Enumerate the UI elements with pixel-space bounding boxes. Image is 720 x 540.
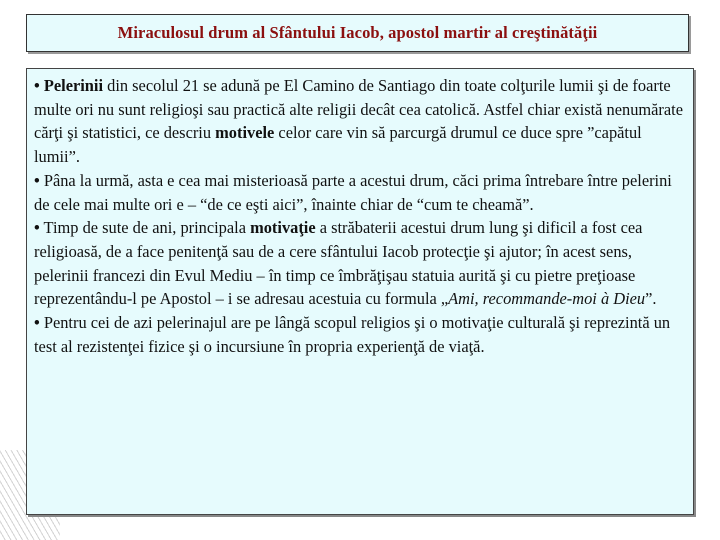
page-title: Miraculosul drum al Sfântului Iacob, apostol martir al creştinătăţii xyxy=(117,23,598,42)
bullet-icon: • xyxy=(34,76,40,95)
content-box xyxy=(26,68,694,515)
text-run: Pâna la urmă, asta e cea mai misterioasă parte a acestui drum, căci prima întrebare între pelerini de cele mai multe ori e – “de ce eşti aici”, înainte chiar de “cum te cheamă”. xyxy=(34,170,672,214)
paragraph-3 xyxy=(34,216,687,311)
text-run: celor care vin să parcurgă drumul ce duce spre ”capătul lumii”. xyxy=(34,123,642,167)
text-run: Pentru cei de azi pelerinajul are pe lângă scopul religios şi o motivaţie culturală şi reprezintă un test al rezistenţei fizice şi o incursiune în propria experienţă de viaţă. xyxy=(34,313,671,356)
paragraph-2 xyxy=(34,169,687,216)
bullet-icon: • xyxy=(34,218,40,238)
paragraph-1 xyxy=(34,74,687,169)
text-run: Pelerinii xyxy=(43,76,104,95)
text-run: Timp de sute de ani, principala xyxy=(39,218,251,238)
bullet-icon: • xyxy=(34,170,40,190)
text-run: din secolul 21 se adună pe El Camino de Santiago din toate colţurile lumii şi de foarte multe ori nu sunt religioşi sau practică alte religii decât cea catolică. Astfel chiar există nenumărate cărţi şi statistici, ce descriu xyxy=(34,76,683,143)
paragraph-4 xyxy=(34,311,687,358)
text-run: a străbaterii acestui drum lung şi dificil a fost cea religioasă, de a face penitenţă sau de a cere sfântului Iacob protecţie şi ajutor; în acest sens, pelerinii francezi din Evul Mediu – în timp ce îmbrăţişau statuia aurită şi cu pietre preţioase reprezentându-l pe Apostol – i se adresau acestuia cu formula „ xyxy=(34,218,643,309)
text-run: Ami, recommande-moi à Dieu xyxy=(448,289,646,309)
text-run: motivaţie xyxy=(250,218,316,238)
title-box xyxy=(26,14,689,52)
bullet-icon: • xyxy=(34,313,40,333)
text-run: ”. xyxy=(645,289,657,309)
text-run: motivele xyxy=(215,123,275,143)
